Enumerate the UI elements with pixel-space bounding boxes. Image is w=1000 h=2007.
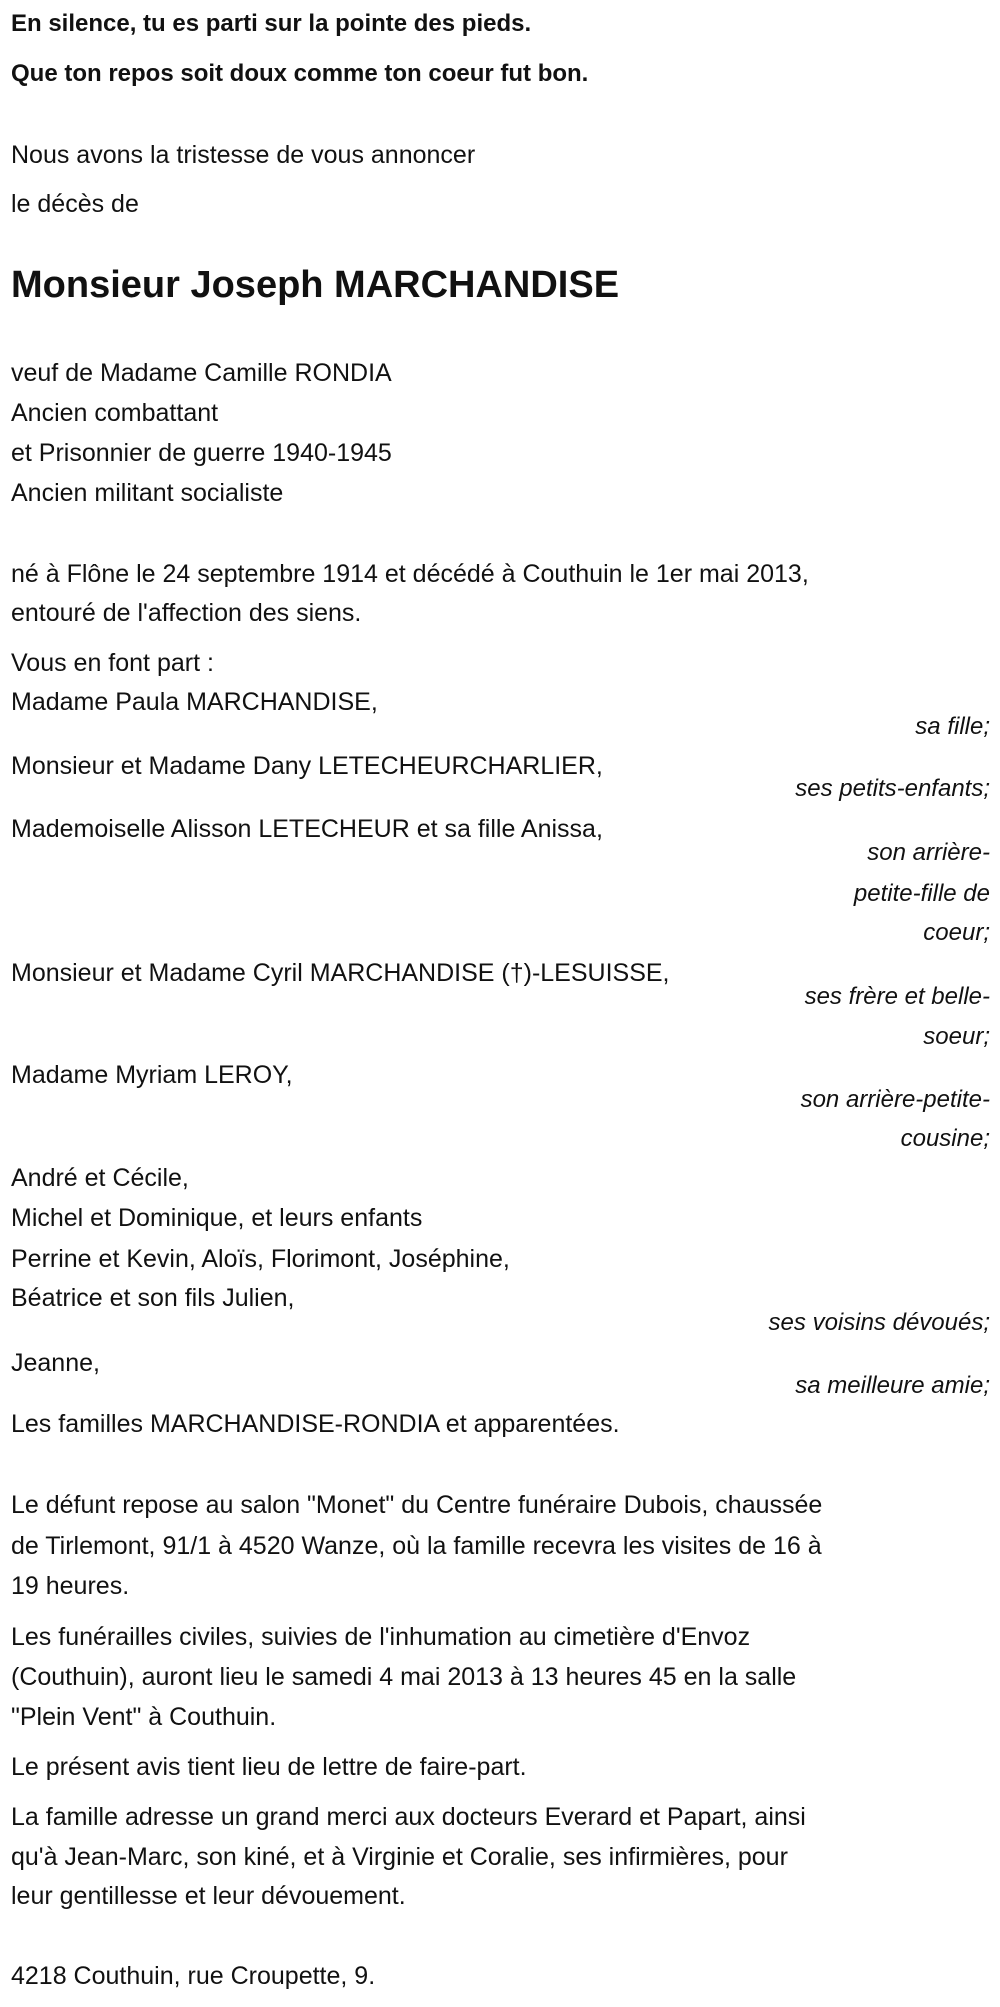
birth-death-line: né à Flône le 24 septembre 1914 et décédé à Couthuin le 1er mai 2013, — [11, 560, 809, 588]
family-relation: son arrière-petite- — [800, 1086, 990, 1113]
notice-line: Le présent avis tient lieu de lettre de faire-part. — [11, 1753, 527, 1781]
thanks-line: qu'à Jean-Marc, son kiné, et à Virginie et Coralie, ses infirmières, pour — [11, 1843, 788, 1871]
epigraph-line: Que ton repos soit doux comme ton coeur fut bon. — [11, 60, 589, 87]
title-line: veuf de Madame Camille RONDIA — [11, 359, 392, 387]
family-relation: petite-fille de — [853, 880, 990, 907]
title-line: et Prisonnier de guerre 1940-1945 — [11, 439, 392, 467]
family-name: André et Cécile, — [11, 1164, 189, 1192]
family-relation: coeur; — [923, 919, 990, 946]
title-line: Ancien combattant — [11, 399, 219, 427]
family-name: Madame Paula MARCHANDISE, — [11, 688, 378, 716]
epigraph-line: En silence, tu es parti sur la pointe des pieds. — [11, 10, 532, 37]
family-relation: ses voisins dévoués; — [768, 1309, 990, 1336]
wake-line: de Tirlemont, 91/1 à 4520 Wanze, où la famille recevra les visites de 16 à — [11, 1532, 822, 1560]
intro-line: le décès de — [11, 190, 139, 218]
family-name: Jeanne, — [11, 1349, 100, 1377]
intro-line: Nous avons la tristesse de vous annoncer — [11, 141, 476, 169]
funeral-line: Les funérailles civiles, suivies de l'inhumation au cimetière d'Envoz — [11, 1623, 751, 1651]
family-relation: sa meilleure amie; — [795, 1372, 990, 1399]
thanks-line: leur gentillesse et leur dévouement. — [11, 1882, 406, 1910]
family-name: Michel et Dominique, et leurs enfants — [11, 1204, 423, 1232]
families-line: Les familles MARCHANDISE-RONDIA et apparentées. — [11, 1410, 620, 1438]
family-relation: ses frère et belle- — [804, 983, 990, 1010]
thanks-line: La famille adresse un grand merci aux docteurs Everard et Papart, ainsi — [11, 1803, 806, 1831]
family-name: Madame Myriam LEROY, — [11, 1061, 293, 1089]
family-name: Monsieur et Madame Dany LETECHEURCHARLIER, — [11, 752, 603, 780]
funeral-line: "Plein Vent" à Couthuin. — [11, 1703, 277, 1731]
wake-line: 19 heures. — [11, 1572, 130, 1600]
title-line: Ancien militant socialiste — [11, 479, 284, 507]
family-name: Mademoiselle Alisson LETECHEUR et sa fille Anissa, — [11, 815, 603, 843]
family-name: Monsieur et Madame Cyril MARCHANDISE (†)-LESUISSE, — [11, 959, 670, 987]
family-relation: son arrière- — [867, 839, 990, 866]
family-name: Béatrice et son fils Julien, — [11, 1284, 295, 1312]
wake-line: Le défunt repose au salon "Monet" du Centre funéraire Dubois, chaussée — [11, 1491, 823, 1519]
family-relation: ses petits-enfants; — [795, 775, 990, 802]
family-relation: soeur; — [923, 1023, 990, 1050]
deceased-name: Monsieur Joseph MARCHANDISE — [11, 264, 620, 306]
family-relation: sa fille; — [915, 713, 990, 740]
family-relation: cousine; — [900, 1125, 990, 1152]
part-intro: Vous en font part : — [11, 649, 214, 677]
family-name: Perrine et Kevin, Aloïs, Florimont, Joséphine, — [11, 1245, 510, 1273]
funeral-line: (Couthuin), auront lieu le samedi 4 mai 2013 à 13 heures 45 en la salle — [11, 1663, 797, 1691]
birth-death-line: entouré de l'affection des siens. — [11, 599, 362, 627]
address: 4218 Couthuin, rue Croupette, 9. — [11, 1962, 376, 1990]
